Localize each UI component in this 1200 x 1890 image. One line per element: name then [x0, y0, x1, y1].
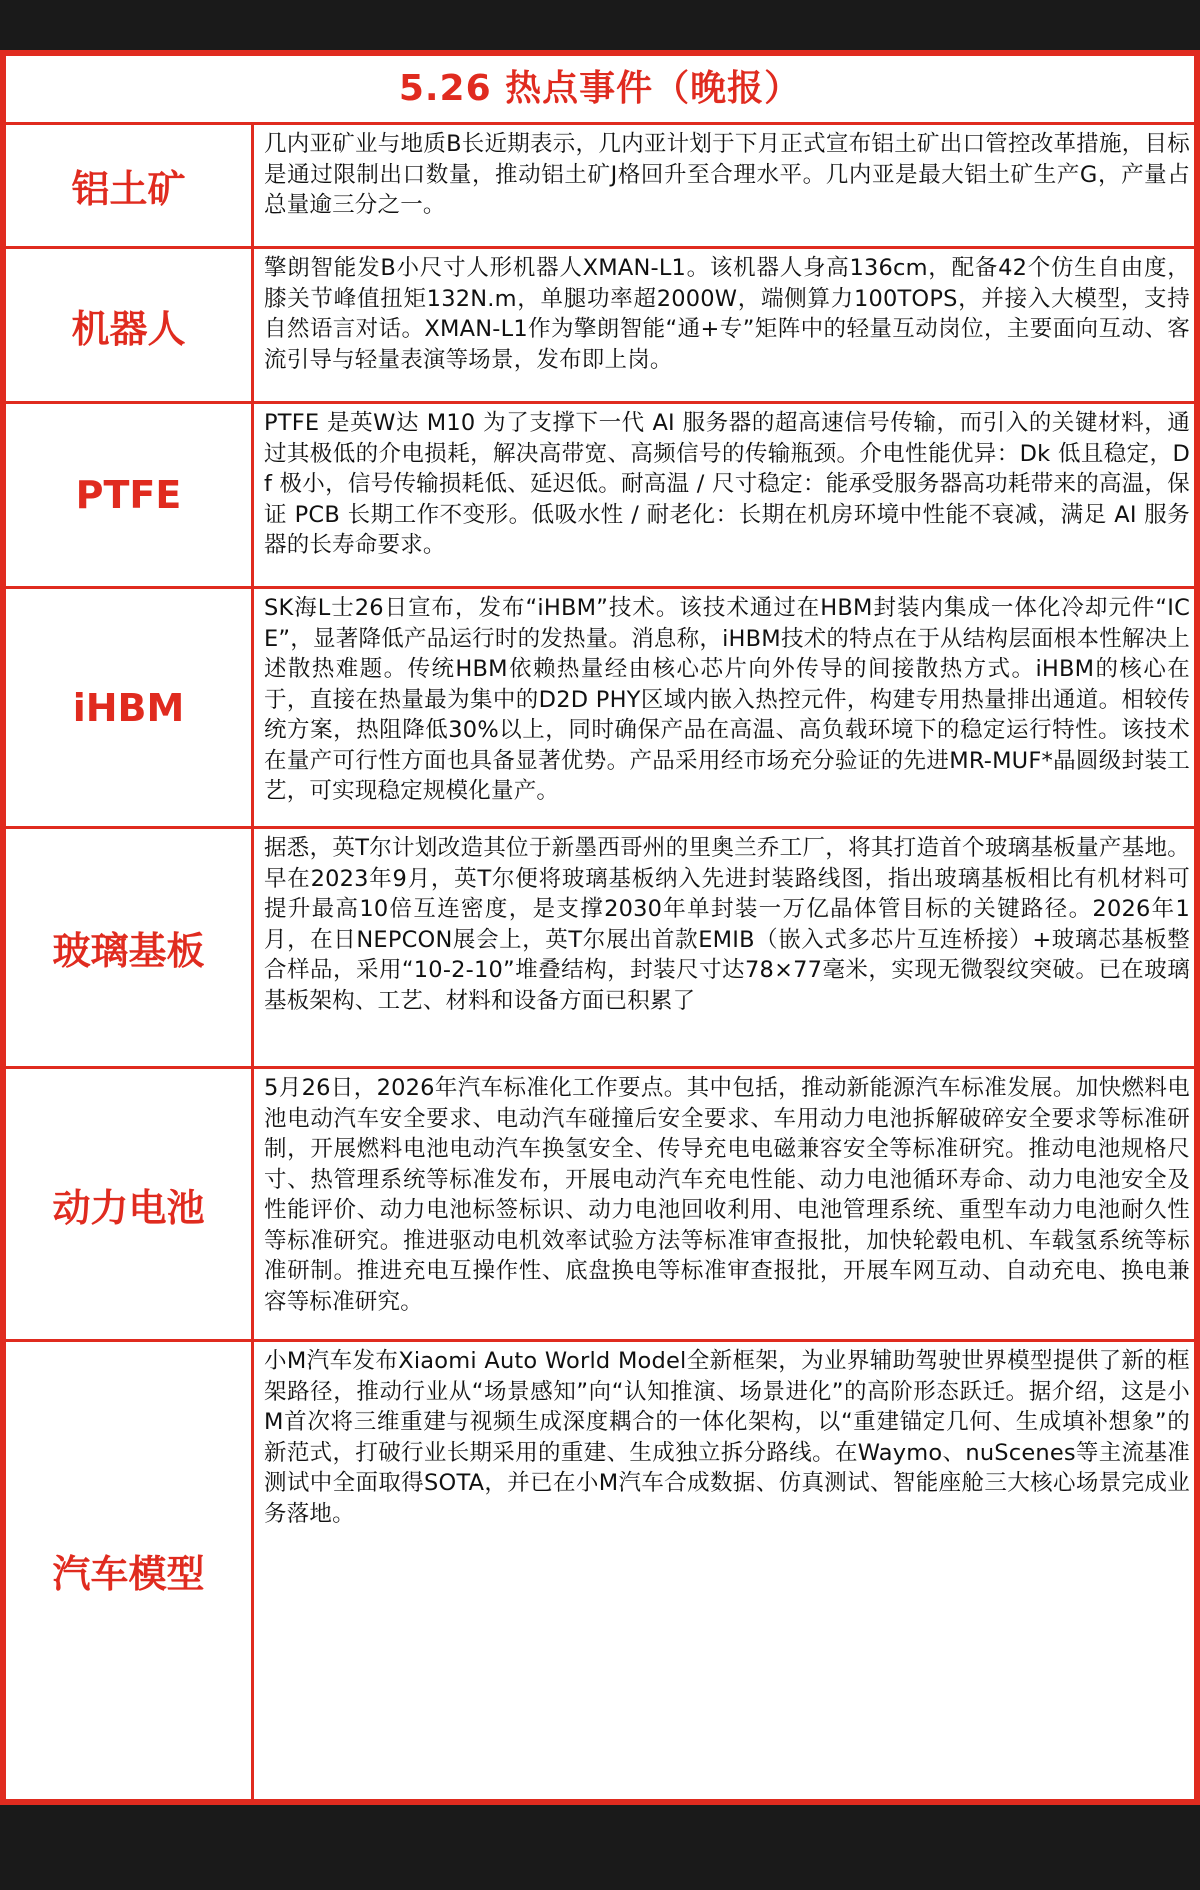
table-row	[6, 404, 1194, 589]
top-dark-margin	[0, 0, 1200, 50]
bottom-dark-margin	[0, 1805, 1200, 1890]
table-row	[6, 1342, 1194, 1799]
table-row	[6, 125, 1194, 249]
row-label-glass-substrate: 玻璃基板	[6, 829, 254, 1066]
hot-events-table	[0, 50, 1200, 1805]
row-label-ihbm: iHBM	[6, 589, 254, 826]
row-label-power-battery: 动力电池	[6, 1069, 254, 1339]
row-text-bauxite: 几内亚矿业与地质B长近期表示，几内亚计划于下月正式宣布铝土矿出口管控改革措施，目标是通过限制出口数量，推动铝土矿J格回升至合理水平。几内亚是最大铝土矿生产G，产量占总量逾三分之一。	[264, 131, 1190, 218]
row-text-ptfe: PTFE 是英W达 M10 为了支撑下一代 AI 服务器的超高速信号传输，而引入的关键材料，通过其极低的介电损耗，解决高带宽、高频信号的传输瓶颈。介电性能优异：Dk 低且稳定，Df 极小，信号传输损耗低、延迟低。耐高温 / 尺寸稳定：能承受服务器高功耗带来的高温，保证 PCB 长期工作不变形。低吸水性 / 耐老化：长期在机房环境中性能不衰减，满足 AI 服务器的长寿命要求。	[264, 410, 1190, 558]
row-text-glass-substrate: 据悉，英T尔计划改造其位于新墨西哥州的里奥兰乔工厂，将其打造首个玻璃基板量产基地。早在2023年9月，英T尔便将玻璃基板纳入先进封装路线图，指出玻璃基板相比有机材料可提升最高10倍互连密度，是支撑2030年单封装一万亿晶体管目标的关键路径。2026年1月，在日NEPCON展会上，英T尔展出首款EMIB（嵌入式多芯片互连桥接）+玻璃芯基板整合样品，采用“10-2-10”堆叠结构，封装尺寸达78×77毫米，实现无微裂纹突破。已在玻璃基板架构、工艺、材料和设备方面已积累了	[264, 835, 1190, 1014]
row-text-auto-model: 小M汽车发布Xiaomi Auto World Model全新框架，为业界辅助驾驶世界模型提供了新的框架路径，推动行业从“场景感知”向“认知推演、场景进化”的高阶形态跃迁。据介绍，这是小M首次将三维重建与视频生成深度耦合的一体化架构，以“重建锚定几何、生成填补想象”的新范式，打破行业长期采用的重建、生成独立拆分路线。在Waymo、nuScenes等主流基准测试中全面取得SOTA，并已在小M汽车合成数据、仿真测试、智能座舱三大核心场景完成业务落地。	[264, 1348, 1190, 1527]
table-row	[6, 829, 1194, 1069]
table-row	[6, 249, 1194, 404]
row-label-auto-model: 汽车模型	[6, 1342, 254, 1799]
row-label-bauxite: 铝土矿	[6, 125, 254, 246]
table-row	[6, 589, 1194, 829]
table-row	[6, 1069, 1194, 1342]
row-text-ihbm: SK海L士26日宣布，发布“iHBM”技术。该技术通过在HBM封装内集成一体化冷却元件“ICE”，显著降低产品运行时的发热量。消息称，iHBM技术的特点在于从结构层面根本性解决上述散热难题。传统HBM依赖热量经由核心芯片向外传导的间接散热方式。iHBM的核心在于，直接在热量最为集中的D2D PHY区域内嵌入热控元件，构建专用热量排出通道。相较传统方案，热阻降低30%以上，同时确保产品在高温、高负载环境下的稳定运行特性。该技术在量产可行性方面也具备显著优势。产品采用经市场充分验证的先进MR-MUF*晶圆级封装工艺，可实现稳定规模化量产。	[264, 595, 1190, 804]
row-label-ptfe: PTFE	[6, 404, 254, 586]
page-title: 5.26 热点事件（晚报）	[6, 56, 1194, 125]
row-text-power-battery: 5月26日，2026年汽车标准化工作要点。其中包括，推动新能源汽车标准发展。加快燃料电池电动汽车安全要求、电动汽车碰撞后安全要求、车用动力电池拆解破碎安全要求等标准研制，开展燃料电池电动汽车换氢安全、传导充电电磁兼容安全等标准研究。推动电池规格尺寸、热管理系统等标准发布，开展电动汽车充电性能、动力电池循环寿命、动力电池安全及性能评价、动力电池标签标识、动力电池回收利用、电池管理系统、重型车动力电池耐久性等标准研究。推进驱动电机效率试验方法等标准审查报批，加快轮毂电机、车载氢系统等标准研制。推进充电互操作性、底盘换电等标准审查报批，开展车网互动、自动充电、换电兼容等标准研究。	[264, 1075, 1190, 1315]
row-label-robot: 机器人	[6, 249, 254, 401]
row-text-robot: 擎朗智能发B小尺寸人形机器人XMAN-L1。该机器人身高136cm，配备42个仿生自由度，膝关节峰值扭矩132N.m，单腿功率超2000W，端侧算力100TOPS，并接入大模型，支持自然语言对话。XMAN-L1作为擎朗智能“通+专”矩阵中的轻量互动岗位，主要面向互动、客流引导与轻量表演等场景，发布即上岗。	[264, 255, 1190, 373]
